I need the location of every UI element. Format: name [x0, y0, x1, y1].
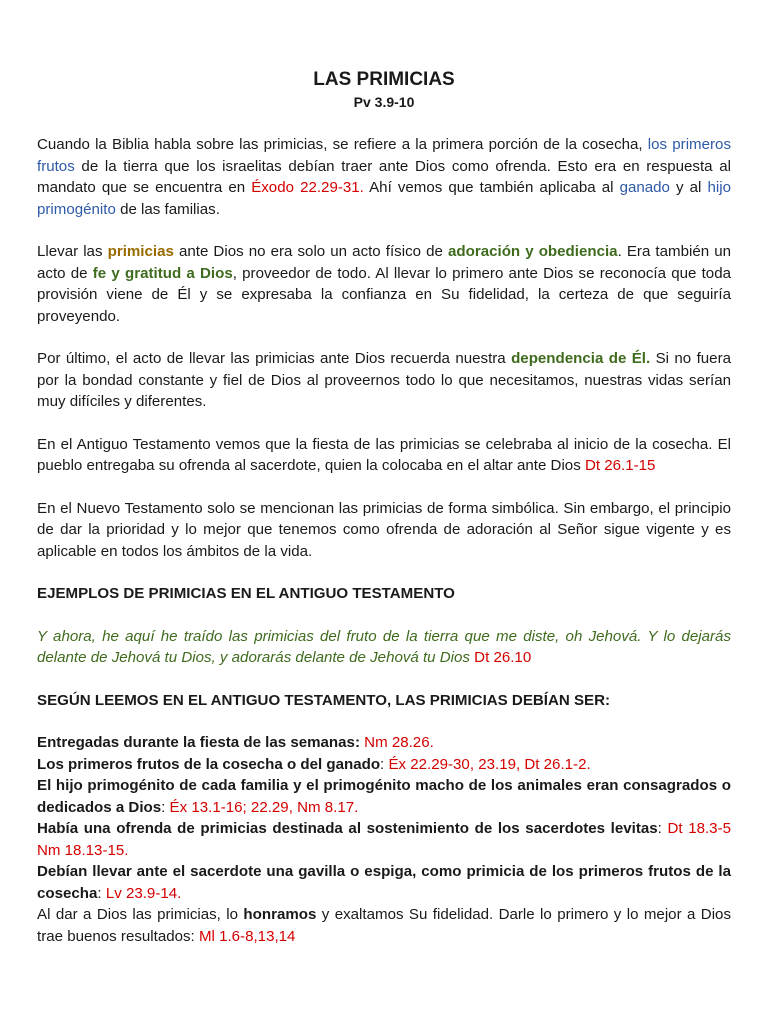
text-run: En el Antiguo Testamento vemos que la fiesta de las primicias se celebraba al inicio de la cosecha. El pueblo entregaba su ofrenda al sacerdote, quien la colocaba en el altar ante Dios — [37, 435, 731, 474]
text-run: de las familias. — [115, 200, 220, 218]
highlight-ganado: ganado — [619, 179, 670, 196]
list-item — [37, 818, 731, 861]
text-run: ante Dios no era solo un acto físico de — [173, 243, 448, 260]
text-run: : — [97, 884, 106, 902]
highlight-primeros-frutos: los primeros frutos — [37, 136, 731, 175]
list-item-reference: Éx 13.1-16; 22.29, Nm 8.17. — [169, 798, 359, 816]
text-run: Si no fuera por la bondad constante y fiel de Dios al proveernos todo lo que necesitamos, nuestras vidas serían muy difíciles y diferentes. — [37, 350, 731, 410]
document-title: LAS PRIMICIAS — [313, 69, 455, 90]
text-run: : — [657, 820, 668, 837]
highlight-adoracion: adoración y obediencia — [448, 243, 618, 260]
list-item-bold: Los primeros frutos de la cosecha o del ganado — [37, 755, 381, 773]
text-run: : — [380, 755, 389, 773]
list-item-reference: Dt 18.3-5 Nm 18.13-15. — [37, 820, 731, 859]
list-item — [37, 861, 731, 904]
text-run: Cuando la Biblia habla sobre las primicias, se refiere a la primera porción de la cosecha, — [37, 136, 648, 153]
list-item — [37, 754, 731, 776]
paragraph-dependencia — [37, 348, 731, 413]
list-item-reference: Nm 28.26. — [359, 734, 434, 751]
quote-reference: Dt 26.10 — [469, 649, 532, 666]
list-item — [37, 904, 731, 947]
text-run: , proveedor de todo. Al llevar lo primero ante Dios se reconocía que toda provisión viene de Él y se expresaba la confianza en Su fidelidad, la certeza de que seguiría proveyendo. — [37, 264, 731, 325]
section-heading-debian-ser: SEGÚN LEEMOS EN EL ANTIGUO TESTAMENTO, LAS PRIMICIAS DEBÍAN SER: — [37, 691, 611, 709]
list-item-bold: Entregadas durante la fiesta de las semanas: — [37, 734, 360, 751]
highlight-hijo-primogenito: hijo primogénito — [37, 179, 731, 218]
text-run: de la tierra que los israelitas debían traer ante Dios como ofrenda. Esto era en respuesta al mandato que se encuentra en — [37, 157, 731, 196]
text-run: Por último, el acto de llevar las primicias ante Dios recuerda nuestra — [37, 350, 512, 367]
list-item-bold: honramos — [243, 906, 317, 923]
list-item — [37, 775, 731, 818]
text-run: Llevar las — [37, 243, 108, 260]
text-run: Al dar a Dios las primicias, lo — [37, 906, 244, 923]
highlight-fe-gratitud: fe y gratitud a Dios — [92, 264, 233, 282]
list-item-bold: Había una ofrenda de primicias destinada al sostenimiento de los sacerdotes levitas — [37, 820, 658, 837]
text-run: : — [161, 798, 170, 816]
list-item-reference: Éx 22.29-30, 23.19, Dt 26.1-2. — [388, 755, 591, 773]
list-item-reference: Ml 1.6-8,13,14 — [198, 927, 296, 945]
highlight-dependencia: dependencia de Él. — [511, 350, 651, 367]
list-item-reference: Lv 23.9-14. — [105, 884, 182, 902]
list-item-bold: Debían llevar ante el sacerdote una gavilla o espiga, como primicia de los primeros frutos de la cosecha — [37, 863, 731, 902]
paragraph-nuevo-testamento: En el Nuevo Testamento solo se mencionan las primicias de forma simbólica. Sin embargo, el principio de dar la prioridad y lo mejor que tenemos como ofrenda de adoración al Señor sigue vigente y es aplicable en todos los ámbitos de la vida. — [37, 499, 731, 560]
scripture-quote — [37, 626, 731, 669]
reference-exodo: Éxodo 22.29-31. — [251, 179, 364, 196]
text-run: y exaltamos Su fidelidad. Darle lo primero y lo mejor a Dios trae buenos resultados: — [37, 906, 731, 945]
quote-text: Y ahora, he aquí he traído las primicias del fruto de la tierra que me diste, oh Jehová. Y lo dejarás delante de Jehová tu Dios, y adorarás delante de Jehová tu Dios — [37, 627, 731, 666]
paragraph-antiguo-testamento — [37, 434, 731, 477]
text-run: Ahí vemos que también aplicaba al — [363, 179, 620, 196]
highlight-primicias: primicias — [107, 243, 174, 260]
list-item-bold: El hijo primogénito de cada familia y el primogénito macho de los animales eran consagrados o dedicados a Dios — [37, 777, 731, 816]
paragraph-llevar — [37, 241, 731, 327]
text-run: y al — [669, 179, 708, 196]
paragraph-intro — [37, 134, 731, 220]
text-run: . Era también un acto de — [37, 243, 732, 282]
list-item — [37, 732, 731, 754]
document-subtitle: Pv 3.9-10 — [353, 94, 415, 110]
section-heading-ejemplos: EJEMPLOS DE PRIMICIAS EN EL ANTIGUO TESTAMENTO — [37, 585, 455, 602]
reference-dt-26: Dt 26.1-15 — [584, 457, 656, 474]
